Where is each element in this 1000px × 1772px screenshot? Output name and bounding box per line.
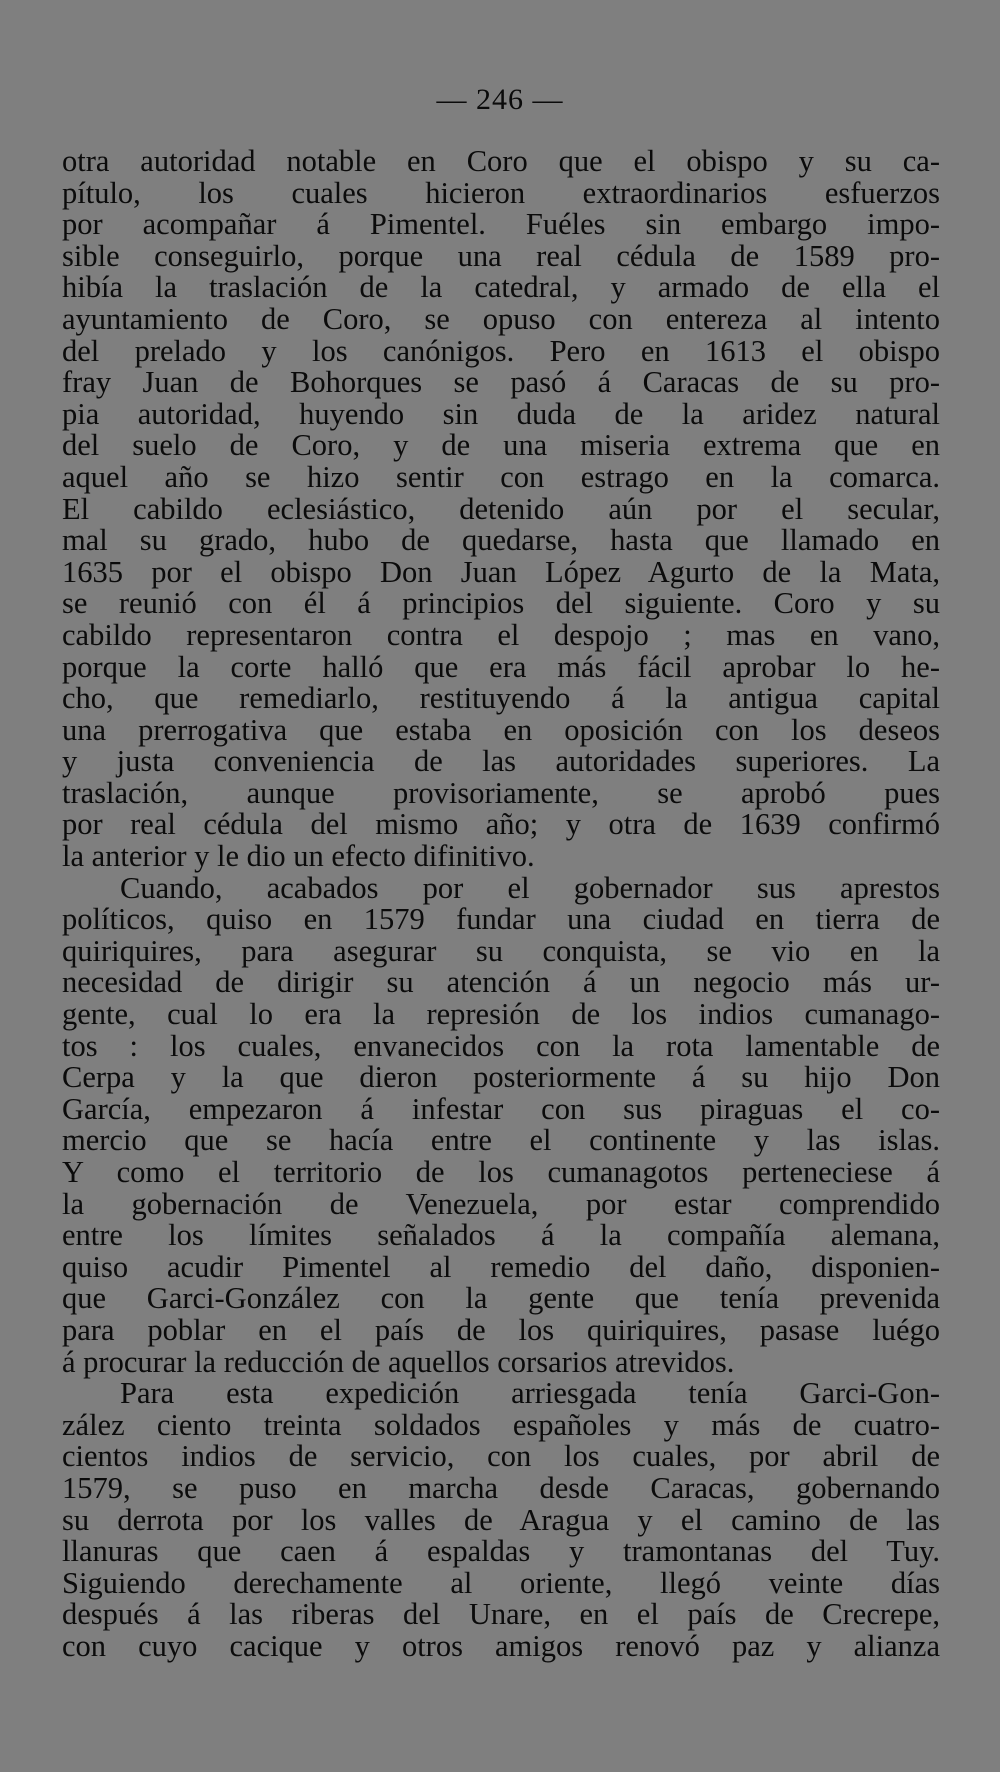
text-line: quiso acudir Pimentel al remedio del daño, disponien- <box>62 1249 940 1284</box>
text-line: pia autoridad, huyendo sin duda de la aridez natural <box>62 396 940 431</box>
paragraph-end-line: la anterior y le dio un efecto difinitivo. <box>62 839 535 874</box>
text-line: hibía la traslación de la catedral, y armado de ella el <box>62 270 940 305</box>
paragraph-start-line: Cuando, acabados por el gobernador sus aprestos <box>120 870 940 905</box>
text-line: 1635 por el obispo Don Juan López Agurto de la Mata, <box>62 554 940 589</box>
body-text <box>62 146 940 1663</box>
text-line: Cerpa y la que dieron posteriormente á su hijo Don <box>62 1060 940 1095</box>
text-line: del suelo de Coro, y de una miseria extrema que en <box>62 428 940 463</box>
text-line: sible conseguirlo, porque una real cédula de 1589 pro- <box>62 238 940 273</box>
text-line: pítulo, los cuales hicieron extraordinarios esfuerzos <box>62 175 940 210</box>
text-line: políticos, quiso en 1579 fundar una ciudad en tierra de <box>62 902 940 937</box>
text-line: que Garci-González con la gente que tenía prevenida <box>62 1281 940 1316</box>
text-line: cientos indios de servicio, con los cuales, por abril de <box>62 1439 940 1474</box>
text-line: cho, que remediarlo, restituyendo á la antigua capital <box>62 681 940 716</box>
text-line: ayuntamiento de Coro, se opuso con entereza al intento <box>62 301 940 336</box>
text-line: 1579, se puso en marcha desde Caracas, gobernando <box>62 1470 940 1505</box>
text-line: zález ciento treinta soldados españoles y más de cuatro- <box>62 1407 940 1442</box>
paragraph-start-line: Para esta expedición arriesgada tenía Garci-Gon- <box>120 1376 940 1411</box>
text-line: porque la corte halló que era más fácil aprobar lo he- <box>62 649 940 684</box>
text-line: traslación, aunque provisoriamente, se aprobó pues <box>62 775 940 810</box>
text-line: El cabildo eclesiástico, detenido aún por el secular, <box>62 491 940 526</box>
text-line: aquel año se hizo sentir con estrago en la comarca. <box>62 459 940 494</box>
paragraph-end-line: á procurar la reducción de aquellos corsarios atrevidos. <box>62 1344 735 1379</box>
text-line: tos : los cuales, envanecidos con la rota lamentable de <box>62 1028 940 1063</box>
page-number: — 246 — <box>436 83 564 116</box>
text-line: Siguiendo derechamente al oriente, llegó veinte días <box>62 1565 940 1600</box>
text-line: entre los límites señalados á la compañía alemana, <box>62 1218 940 1253</box>
text-line: para poblar en el país de los quiriquires, pasase luégo <box>62 1312 940 1347</box>
text-line: llanuras que caen á espaldas y tramontanas del Tuy. <box>62 1534 940 1569</box>
text-line: García, empezaron á infestar con sus piraguas el co- <box>62 1091 940 1126</box>
text-line: Y como el territorio de los cumanagotos perteneciese á <box>62 1155 940 1189</box>
text-line: y justa conveniencia de las autoridades superiores. La <box>62 744 940 779</box>
text-line: necesidad de dirigir su atención á un negocio más ur- <box>62 965 940 1000</box>
text-line: por acompañar á Pimentel. Fuéles sin embargo impo- <box>62 207 940 242</box>
text-line: fray Juan de Bohorques se pasó á Caracas de su pro- <box>62 365 940 400</box>
text-line: su derrota por los valles de Aragua y el camino de las <box>62 1502 940 1537</box>
text-line: quiriquires, para asegurar su conquista, se vio en la <box>62 933 940 968</box>
text-line: mercio que se hacía entre el continente y las islas. <box>62 1123 940 1158</box>
text-line: mal su grado, hubo de quedarse, hasta que llamado en <box>62 523 940 558</box>
text-line: del prelado y los canónigos. Pero en 1613 el obispo <box>62 333 940 368</box>
text-line: la gobernación de Venezuela, por estar comprendido <box>62 1186 940 1221</box>
text-line: cabildo representaron contra el despojo ; mas en vano, <box>62 617 940 652</box>
text-line: una prerrogativa que estaba en oposición con los deseos <box>62 712 940 747</box>
text-line: con cuyo cacique y otros amigos renovó paz y alianza <box>62 1628 940 1663</box>
text-line: después á las riberas del Unare, en el país de Crecrepe, <box>62 1597 940 1632</box>
text-line: se reunió con él á principios del siguiente. Coro y su <box>62 586 940 621</box>
text-line: gente, cual lo era la represión de los indios cumanago- <box>62 997 940 1032</box>
text-line: por real cédula del mismo año; y otra de 1639 confirmó <box>62 807 940 842</box>
text-line: otra autoridad notable en Coro que el obispo y su ca- <box>62 144 940 178</box>
